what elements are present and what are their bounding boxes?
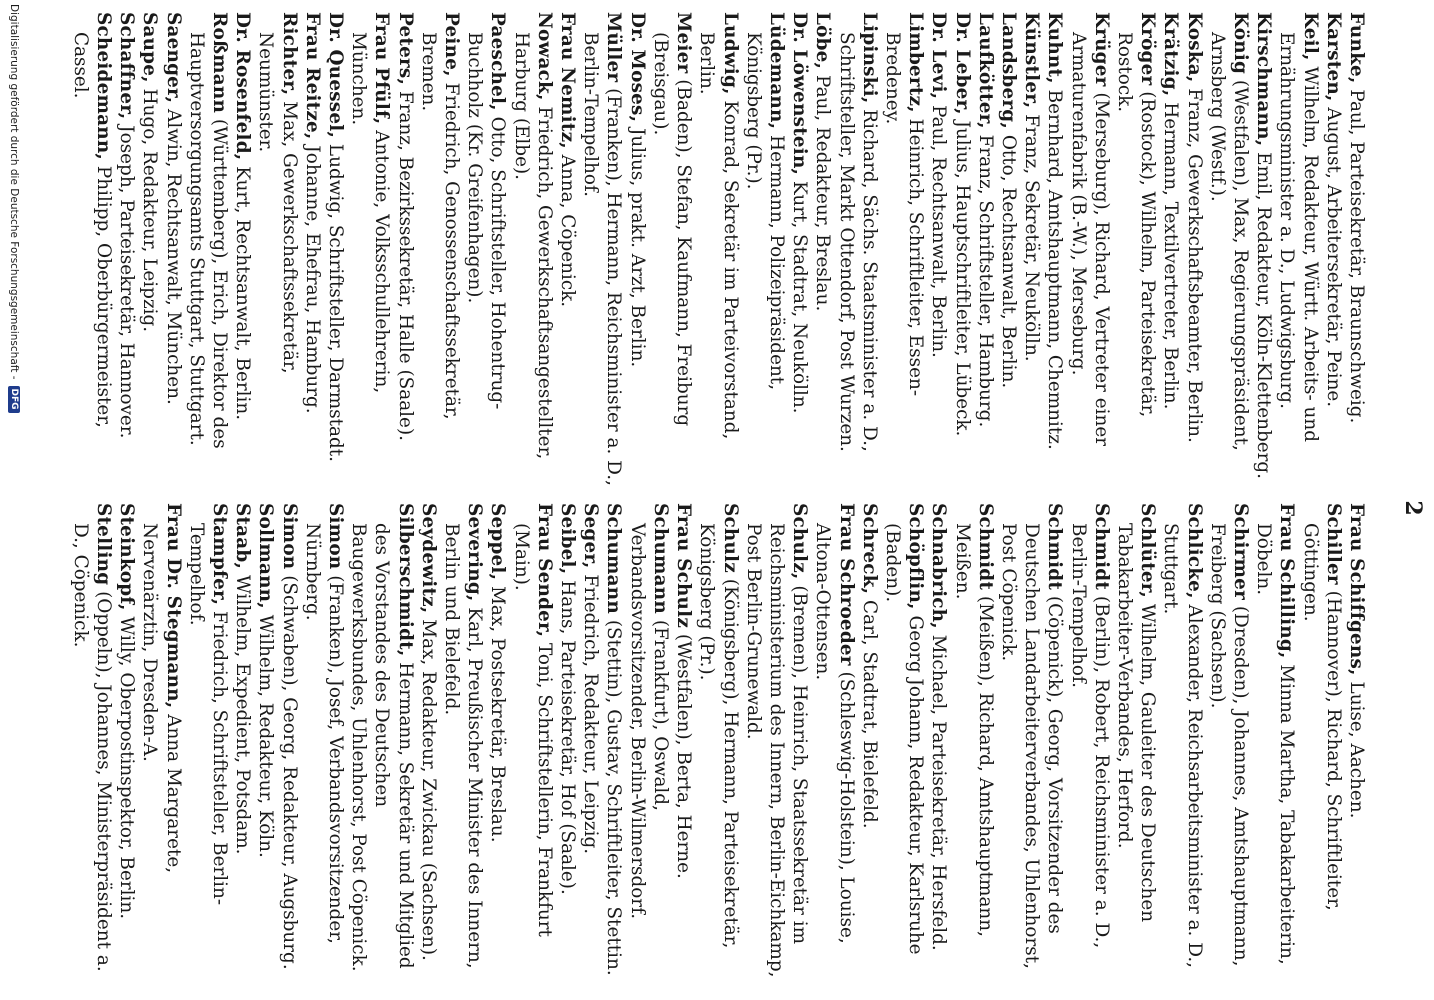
list-item (811, 12, 834, 488)
entry-name: Frau Schroeder (835, 503, 857, 666)
list-item (1066, 503, 1112, 979)
entry-name: Seydewitz, (417, 503, 439, 614)
entry-text: (Merseburg), Richard, Vertreter einer Armaturenfabrik (B.-W.), Merseburg. (1067, 32, 1112, 447)
entry-name: Laufkötter, (974, 12, 996, 129)
list-item (347, 503, 417, 979)
entry-text: Friedrich, Gewerkschaftsangestellter, Harburg (Elbe). (510, 32, 555, 460)
list-item (997, 503, 1067, 979)
entry-name: Landsberg, (997, 12, 1019, 129)
entry-name: Richter, (278, 12, 300, 96)
entry-text: Johanne, Ehefrau, Hamburg. (301, 145, 323, 414)
entry-text: (Baden), Stefan, Kaufmann, Freiburg (Breisgau). (649, 32, 695, 427)
entry-name: Frau Nemitz, (557, 12, 579, 149)
list-item (231, 12, 254, 488)
list-item (695, 12, 741, 488)
list-item (1020, 12, 1043, 488)
entry-text: (Schwaben), Georg, Redakteur, Augsburg. (278, 575, 300, 970)
list-item (1345, 503, 1368, 979)
entry-text: Franz, Bezirkssekretär, Halle (Saale). (394, 90, 416, 441)
entry-name: Schnabrich, (928, 503, 950, 629)
entry-name: Peters, (394, 12, 416, 86)
entry-name: Müller (603, 12, 625, 83)
entry-text: Franz, Sekretär, Neukölln. (1021, 114, 1043, 362)
list-item (185, 12, 231, 488)
entry-name: Schumann (603, 503, 625, 614)
entry-name: Seger, (580, 503, 602, 569)
list-item (626, 503, 672, 979)
list-item (161, 12, 184, 488)
entry-name: Kuhnt, (1044, 12, 1066, 84)
list-item (672, 503, 695, 979)
entry-name: Seppel, (487, 503, 509, 581)
entry-text: Kurt, Rechtsanwalt, Berlin. (232, 166, 254, 421)
list-item (1159, 12, 1182, 488)
entry-name: Severing, (464, 503, 486, 602)
entry-text: Luise, Aachen. (1346, 681, 1367, 819)
list-item (579, 503, 602, 979)
list-item (185, 503, 231, 979)
list-item (788, 12, 811, 488)
list-item (579, 12, 625, 488)
entry-name: Lipinski, (858, 12, 880, 104)
list-item (927, 12, 950, 488)
entry-text: Hermann, Polizeipräsident, Königsberg (Pr.). (742, 32, 787, 391)
list-item (950, 12, 973, 488)
list-item (602, 503, 625, 979)
list-item (1206, 503, 1252, 979)
entry-text: Otto, Rechtsanwalt, Berlin. (997, 134, 1019, 389)
list-item (509, 12, 555, 488)
list-item (69, 12, 115, 488)
entry-name: Funke, (1346, 12, 1367, 84)
entry-text: (Hannover), Richard, Schriftleiter, Göttingen. (1299, 523, 1344, 911)
entry-name: Frau Schiffgens, (1346, 503, 1367, 676)
list-item (277, 503, 300, 979)
entry-text: Kurt, Stadtrat, Neukölln. (789, 181, 811, 414)
list-item (950, 503, 996, 979)
entry-name: Schlüter, (1137, 503, 1159, 598)
list-item (834, 12, 880, 488)
entry-text: (Franken), Hermann, Reichsminister a. D., Berlin-Tempelhof. (580, 32, 625, 486)
entry-text: (Stettin), Gustav, Schriftleiter, Stettin. (603, 619, 625, 976)
entry-name: Ludwig, (719, 12, 741, 95)
entry-name: Nowack, (533, 12, 555, 101)
left-column (69, 12, 1368, 488)
entry-text: Friedrich, Redakteur, Leipzig. (580, 574, 602, 855)
entry-text: Paul, Rechtsanwalt, Berlin. (928, 105, 950, 358)
entry-text: (Meißen), Richard, Amtshauptmann, Meißen. (951, 523, 996, 937)
entry-name: Frau Sender, (533, 503, 555, 638)
entry-text: Philipp, Oberbürgermeister, Cassel. (69, 32, 115, 428)
list-item (742, 503, 812, 979)
entry-text: Max, Redakteur, Zwickau (Sachsen). (417, 619, 439, 961)
entry-text: Hermann, Textilvertreter, Berlin. (1160, 102, 1182, 410)
list-item (138, 12, 161, 488)
entry-name: Schmidt (1044, 503, 1066, 591)
list-item (393, 12, 416, 488)
entry-name: Schaffner, (116, 12, 138, 120)
entry-text: (Rostock), Wilhelm, Parteisekretär, Rostock. (1113, 32, 1159, 418)
list-item (881, 12, 927, 488)
entry-text: Max, Gewerkschaftssekretär, Neumünster. (255, 32, 300, 374)
entry-text: Julius, prakt. Arzt, Berlin. (626, 128, 648, 368)
entry-name: Dr. Quessel, (325, 12, 347, 139)
list-item (115, 503, 138, 979)
list-item (138, 503, 184, 979)
entry-text: (Berlin), Robert, Reichsminister a. D., Berlin-Tempelhof. (1067, 523, 1112, 949)
entry-name: Schirmer (1229, 503, 1251, 600)
list-item (1113, 12, 1159, 488)
list-item (1113, 503, 1159, 979)
list-item (626, 12, 649, 488)
entry-text: Anna, Cöpenick. (557, 154, 579, 308)
list-item (417, 503, 440, 979)
list-item (695, 503, 741, 979)
list-item (1159, 503, 1205, 979)
list-item (974, 12, 997, 488)
entry-text: (Bremen), Heinrich, Staatssekretär im Reichsministerium des Innern, Berlin-Eichkamp, Post Berlin-Grunewald. (742, 523, 811, 978)
entry-name: Meier (673, 12, 695, 74)
list-item (69, 503, 115, 979)
entry-text: Wilhelm, Gauleiter des Deutschen Tabakarbeiter-Verbandes, Herford. (1113, 523, 1159, 923)
entry-text: Hans, Parteisekretär, Hof (Saale). (557, 580, 579, 895)
entry-name: Schiller (1322, 503, 1344, 585)
list-item (486, 503, 509, 979)
list-item (927, 503, 950, 979)
entry-name: Schmidt (974, 503, 996, 591)
entry-name: Limbertz, (905, 12, 927, 113)
entry-text: Friedrich, Schriftsteller, Berlin-Tempelhof. (185, 523, 231, 906)
entry-name: Schumann (649, 503, 671, 614)
entry-name: Paeschel, (487, 12, 509, 111)
list-item (649, 12, 695, 488)
list-item (347, 12, 393, 488)
entry-text: (Franken), Josef, Verbandsvorsitzender, Nürnberg. (301, 523, 347, 944)
entry-text: (Königsberg), Hermann, Parteisekretär, Königsberg (Pr.). (696, 523, 741, 949)
entry-name: Simon (325, 503, 347, 570)
entry-name: Schreck, (858, 503, 880, 595)
list-item (858, 503, 881, 979)
list-item (1298, 503, 1344, 979)
entry-text: Carl, Stadtrat, Bielefeld. (858, 600, 880, 829)
list-item (1275, 12, 1321, 488)
list-item (811, 503, 857, 979)
entry-name: Saenger, (162, 12, 184, 104)
entry-name: Karsten, (1322, 12, 1344, 102)
entry-name: Frau Pfülf, (371, 12, 393, 125)
entry-text: Julius, Hauptschriftleiter, Lübeck. (951, 120, 973, 437)
entry-name: Schulz (719, 503, 741, 573)
entry-name: Frau Schulz (673, 503, 695, 628)
list-item (509, 503, 555, 979)
list-item (231, 503, 254, 979)
list-item (254, 12, 300, 488)
list-item (254, 503, 277, 979)
credit-text: Digitalisierung gefördert durch die Deutsche Forschungsgemeinschaft - (8, 4, 20, 380)
entry-text: Alwin, Rechtsanwalt, München. (162, 109, 184, 405)
entry-text: (Württemberg), Erich, Direktor des Hauptversorgungsamts Stuttgart, Stuttgart. (185, 32, 231, 449)
entry-name: Staab, (232, 503, 254, 570)
entry-name: Künstler, (1021, 12, 1043, 109)
entry-text: Emil, Redakteur, Köln-Klettenberg. (1253, 152, 1275, 480)
entry-name: Frau Reitze, (301, 12, 323, 140)
entry-name: Frau Schilling, (1276, 503, 1298, 659)
entry-text: Friedrich, Genossenschaftssekretär, Bremen. (417, 32, 463, 420)
entry-text: Paul, Parteisekretär, Braunschweig. (1346, 89, 1367, 424)
entry-text: Konrad, Sekretär im Parteivorstand, Berlin. (696, 32, 741, 440)
entry-name: Stelling (93, 503, 115, 586)
list-item (1043, 12, 1066, 488)
entry-name: Peine, (441, 12, 463, 77)
entry-name: Krätzig, (1160, 12, 1182, 97)
entry-text: Hugo, Redakteur, Leipzig. (139, 88, 161, 333)
entry-name: Steinkopf, (116, 503, 138, 611)
entry-name: Kirschmann, (1253, 12, 1275, 147)
entry-text: (Cöpenick), Georg, Vorsitzender des Deutschen Landarbeiterverbandes, Uhlenhorst, Post Cöpenick. (997, 523, 1066, 969)
entry-text: Richard, Sächs. Staatsminister a. D., Schriftsteller, Markt Ottendorf, Post Wurzen. (835, 32, 880, 452)
entry-name: Dr. Löwenstein, (789, 12, 811, 176)
entry-text: Toni, Schriftstellerin, Frankfurt (Main). (510, 523, 555, 937)
entry-text: Hermann, Sekretär und Mitglied des Vorstandes des Deutschen Baugewerksbundes, Uhlenhorst, Post Cöpenick. (348, 523, 416, 972)
right-column (69, 503, 1368, 979)
entry-text: Ludwig, Schriftsteller, Darmstadt. (325, 143, 347, 462)
entry-text: Max, Postsekretär, Breslau. (487, 586, 509, 843)
entry-name: Koska, (1183, 12, 1205, 83)
entry-name: Dr. Levi, (928, 12, 950, 100)
entry-name: Dr. Leber, (951, 12, 973, 115)
list-item (997, 12, 1020, 488)
entry-name: Stampfer, (209, 503, 231, 606)
entry-text: Minna Martha, Tabakarbeiterin, Döbeln. (1253, 523, 1298, 965)
entry-text: August, Arbeitersekretär, Peine. (1322, 107, 1344, 408)
entry-name: Sollmann, (255, 503, 277, 609)
entry-name: Frau Dr. Stegmann, (162, 503, 184, 709)
entry-name: Schulz, (789, 503, 811, 580)
entry-name: Silberschmidt, (394, 503, 416, 657)
entry-text: Joseph, Parteisekretär, Hannover. (116, 125, 138, 439)
list-item (1206, 12, 1252, 488)
entry-name: Seibel, (557, 503, 579, 575)
entry-text: (Westfalen), Max, Regierungspräsident, Arnsberg (Westf.). (1206, 32, 1251, 451)
entry-name: Dr. Moses, (626, 12, 648, 123)
list-item (881, 503, 927, 979)
entry-name: Saupe, (139, 12, 161, 83)
entry-text: (Schleswig-Holstein), Louise, Altona-Ottensen. (812, 523, 857, 944)
list-item (1345, 12, 1368, 488)
list-item (1252, 503, 1298, 979)
list-item (1252, 12, 1275, 488)
entry-name: Simon (278, 503, 300, 570)
entry-text: Alexander, Reichsarbeitsminister a. D., Stuttgart. (1160, 523, 1205, 969)
entry-text: Franz, Schriftsteller, Hamburg. (974, 134, 996, 428)
entry-text: Heinrich, Schriftleiter, Essen-Bredeney. (881, 32, 927, 397)
list-item (1322, 12, 1345, 488)
entry-text: (Frankfurt), Oswald, Verbandsvorsitzender, Berlin-Wilmersdorf. (626, 523, 671, 920)
list-item (115, 12, 138, 488)
entry-text: Paul, Redakteur, Breslau. (812, 75, 834, 312)
list-item (742, 12, 788, 488)
entry-name: Schmidt (1090, 503, 1112, 591)
list-item (440, 503, 486, 979)
list-item (1182, 12, 1205, 488)
entry-name: Schlicke, (1183, 503, 1205, 599)
entry-text: Otto, Schriftsteller, Hohentrug-Buchholz (Kr. Greifenhagen). (464, 32, 509, 410)
entry-text: (Westfalen), Berta, Herne. (673, 633, 695, 879)
entry-text: Anna Margarete, Nervenärztin, Dresden-A. (139, 523, 184, 874)
list-item (301, 12, 324, 488)
entry-text: Antonie, Volksschullehrerin, München. (348, 32, 393, 394)
entry-text: Wilhelm, Redakteur, Württ. Arbeits- und Ernährungsminister a. D., Ludwigsburg. (1276, 32, 1321, 443)
list-item (301, 503, 347, 979)
entry-text: Michael, Parteisekretär, Hersfeld. (928, 634, 950, 951)
entry-name: Schöpflin, (905, 503, 927, 610)
page-number: 2 (1400, 500, 1426, 516)
entry-text: Bernhard, Amtshauptmann, Chemnitz. (1044, 89, 1066, 450)
list-item (417, 12, 463, 488)
list-item (463, 12, 509, 488)
list-item (1066, 12, 1112, 488)
list-item (324, 12, 347, 488)
list-item (556, 503, 579, 979)
entry-text: Willy, Oberpostinspektor, Berlin. (116, 616, 138, 920)
dfg-logo: DFG (8, 386, 20, 413)
entry-text: Franz, Gewerkschaftsbeamter, Berlin. (1183, 88, 1205, 443)
entry-name: König (1229, 12, 1251, 75)
entry-name: Dr. Rosenfeld, (232, 12, 254, 161)
entry-name: Kröger (1137, 12, 1159, 86)
entry-name: Lüdemann, (765, 12, 787, 130)
entry-name: Löbe, (812, 12, 834, 70)
entry-name: Roßmann (209, 12, 231, 114)
entry-name: Krüger (1090, 12, 1112, 87)
entry-text: Wilhelm, Redakteur, Köln. (255, 614, 277, 858)
entry-text: Wilhelm, Expedient, Potsdam. (232, 574, 254, 855)
entry-text: Karl, Preußischer Minister des Innern, Berlin und Bielefeld. (441, 523, 486, 969)
entry-name: Scheidemann, (93, 12, 115, 161)
entry-text: (Oppeln), Johannes, Ministerpräsident a. D., Cöpenick. (69, 523, 115, 972)
entry-text: Georg Johann, Redakteur, Karlsruhe (Baden). (881, 523, 927, 955)
list-item (556, 12, 579, 488)
digitization-credit (8, 0, 20, 1000)
entry-name: Keil, (1299, 12, 1321, 61)
entry-text: (Dresden), Johannes, Amtshauptmann, Freiberg (Sachsen). (1206, 523, 1251, 967)
